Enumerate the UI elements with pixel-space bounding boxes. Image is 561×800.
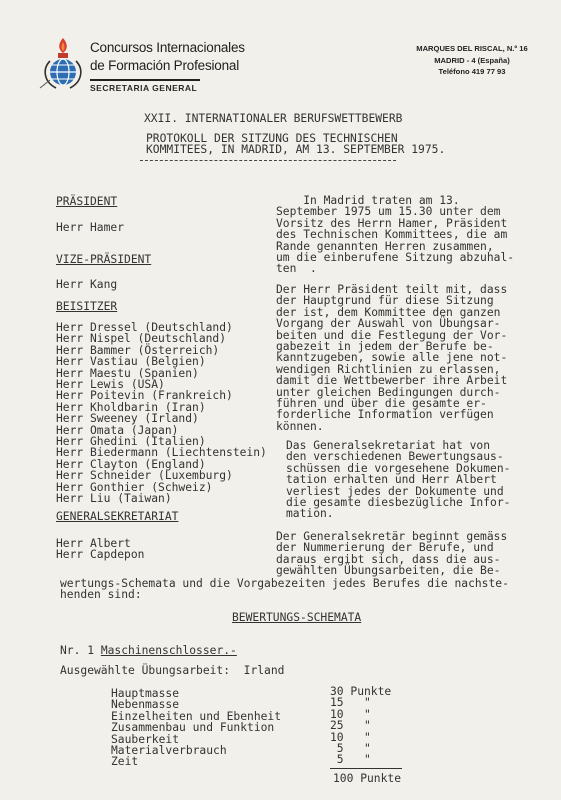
protocol-line-2: KOMMITEES, IN MADRID, AM 13. SEPTEMBER 1975. (146, 143, 446, 156)
trade-name: Maschinenschlosser.- (100, 644, 237, 657)
secretariat-list: Herr Albert Herr Capdepon (56, 537, 145, 562)
selected-exercise-label: Ausgewählte Übungsarbeit: (60, 664, 231, 677)
document-title: XXII. INTERNATIONALER BERUFSWETTBEWERB (144, 112, 403, 125)
org-divider (90, 79, 200, 81)
points-list: 30 Punkte 15 " 10 " 25 " 10 " 5 " 5 " (330, 685, 392, 767)
address-city: MADRID - 4 (España) (434, 56, 510, 65)
assessors-list: Herr Dressel (Deutschland) Herr Nispel (Deutschland) Herr Bammer (Österreich) Herr Vastiau (Belgien) Herr Maestu (Spanien) Herr Lewis (USA) Herr Poitevin (Frankreich) Herr Kholdbarin (Iran) Herr Sweeney (Irland) Herr Omata (Japan) Herr Ghedini (Italien) Herr Biedermann (Liechtenstein) Herr Clayton (England) Herr Schneider (Luxemburg) Herr Gonthier (Schweiz) Herr Liu (Taiwan) (56, 321, 267, 506)
entry-number: Nr. 1 (60, 644, 95, 657)
criteria-list: Hauptmasse Nebenmasse Einzelheiten und Ebenheit Zusammenbau und Funktion Sauberkeit Materialverbrauch Zeit (111, 687, 282, 769)
selected-exercise-value: Irland (243, 664, 285, 677)
schema-entry-header (60, 645, 237, 656)
president-name: Herr Hamer (56, 221, 125, 234)
title-divider (140, 160, 396, 161)
org-subtitle: SECRETARIA GENERAL (90, 83, 198, 93)
paragraph-secretariat: Das Generalsekretariat hat von den verschiedenen Bewertungsaus- schüssen die vorgesehene Dokumen- tation erhalten und Herr Albert verliest jedes der Dokumente und die gesamte diesbezügliche Infor- mation. (286, 439, 511, 521)
org-name-line1: Concursos Internacionales (90, 40, 245, 55)
address-phone: Teléfono 419 77 93 (438, 67, 506, 76)
assessors-label: BEISITZER (56, 300, 118, 313)
selected-exercise (60, 665, 284, 676)
paragraph-president: Der Herr Präsident teilt mit, dass der Hauptgrund für diese Sitzung der ist, dem Kommittee den ganzen Vorgang der Auswahl von Übungsar- beiten und die Festlegung der Vor- gabezeit in jedem der Berufe be- kanntzugeben, sowie alle jene not- wendigen Richtlinien zu erlassen, damit die Wettbewerber ihre Arbeit unter gleichen Bedingungen durch- führen und über die gesamte er- forderliche Information verfügen können. (276, 283, 508, 433)
paragraph-opening: In Madrid traten am 13. September 1975 um 15.30 unter dem Vorsitz des Herrn Hamer, Präsident des Technischen Kommittees, die am Rande genannten Herren zusammen, um die einberufene Sitzung abzuhal- ten . (276, 194, 515, 276)
paragraph-secretary-general-continued: wertungs-Schemata und die Vorgabezeiten jedes Berufes die nachste- henden sind: (60, 577, 509, 602)
president-label: PRÄSIDENT (56, 195, 118, 208)
paragraph-secretary-general: Der Generalsekretär beginnt gemäss der Nummerierung der Berufe, und daraus ergibt sich, dass die aus- gewählten Übungsarbeiten, die Be- (276, 530, 508, 578)
vice-president-name: Herr Kang (56, 278, 118, 291)
org-name-line2: de Formación Profesional (90, 58, 240, 73)
secretariat-label: GENERALSEKRETARIAT (56, 510, 179, 523)
vice-president-label: VIZE-PRÄSIDENT (56, 253, 152, 266)
address-street: MARQUES DEL RISCAL, N.º 16 (416, 44, 528, 53)
schema-heading: BEWERTUNGS-SCHEMATA (232, 611, 362, 624)
sum-divider (330, 768, 402, 769)
protocol-line-1: PROTOKOLL DER SITZUNG DES TECHNISCHEN (146, 132, 398, 145)
points-total: 100 Punkte (333, 772, 402, 785)
organization-logo (38, 36, 84, 92)
